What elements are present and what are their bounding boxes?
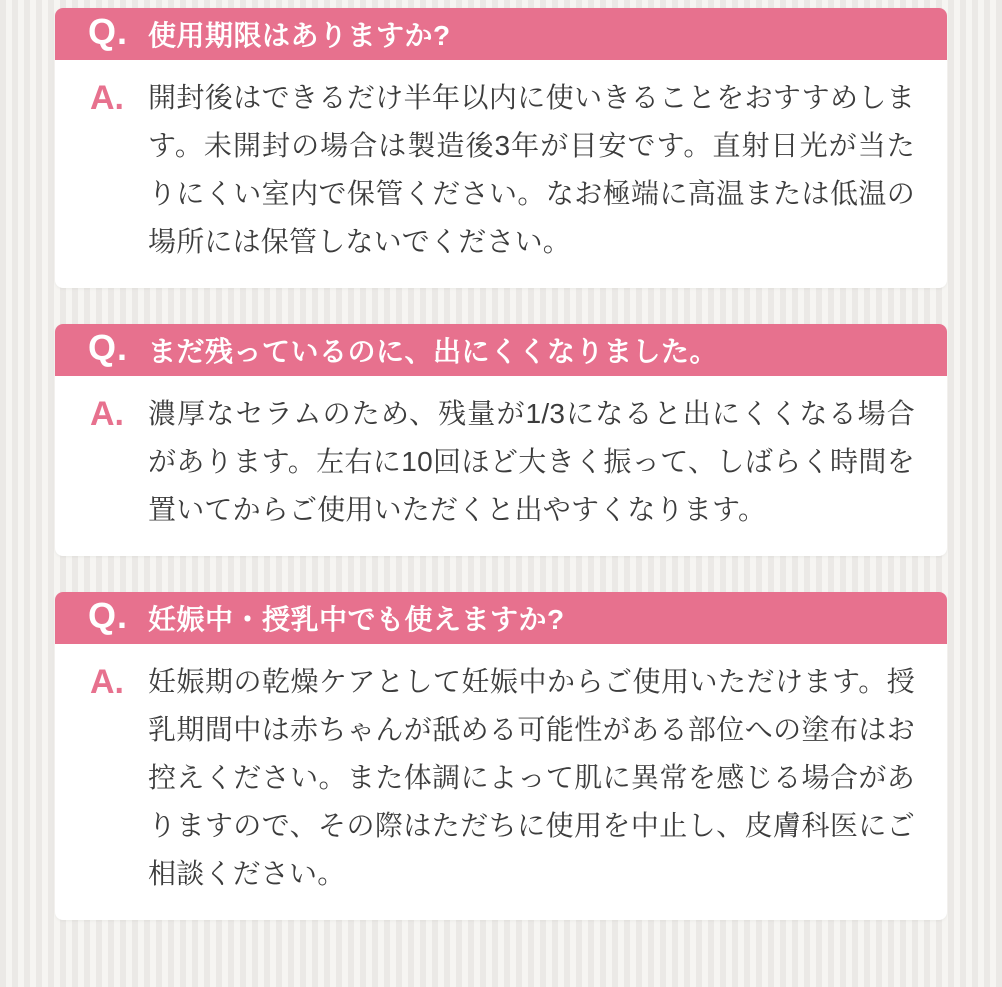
question-header: [55, 8, 947, 60]
a-label: A.: [90, 395, 124, 433]
question-header: [55, 592, 947, 644]
faq-card-pregnancy: [55, 592, 947, 920]
answer-text: 開封後はできるだけ半年以内に使いきることをおすすめします。未開封の場合は製造後3年が目安です。直射日光が当たりにくい室内で保管ください。なお極端に高温または低温の場所には保管しないでください。: [148, 82, 915, 257]
faq-card-expiration: [55, 8, 947, 288]
question-text: 使用期限はありますか?: [148, 20, 451, 51]
answer-body: [55, 644, 947, 920]
question-text: 妊娠中・授乳中でも使えますか?: [148, 604, 565, 635]
answer-body: [55, 60, 947, 288]
a-label: A.: [90, 663, 124, 701]
question-text: まだ残っているのに、出にくくなりました。: [148, 336, 719, 367]
a-label: A.: [90, 79, 124, 117]
q-label: Q.: [88, 11, 129, 52]
q-label: Q.: [88, 327, 129, 368]
answer-text: 濃厚なセラムのため、残量が1/3になると出にくくなる場合があります。左右に10回ほど大きく振って、しばらく時間を置いてからご使用いただくと出やすくなります。: [148, 398, 915, 525]
faq-card-dispensing: [55, 324, 947, 556]
question-header: [55, 324, 947, 376]
q-label: Q.: [88, 595, 129, 636]
answer-body: [55, 376, 947, 556]
answer-text: 妊娠期の乾燥ケアとして妊娠中からご使用いただけます。授乳期間中は赤ちゃんが舐める可能性がある部位への塗布はお控えください。また体調によって肌に異常を感じる場合がありますので、その際はただちに使用を中止し、皮膚科医にご相談ください。: [148, 666, 915, 889]
